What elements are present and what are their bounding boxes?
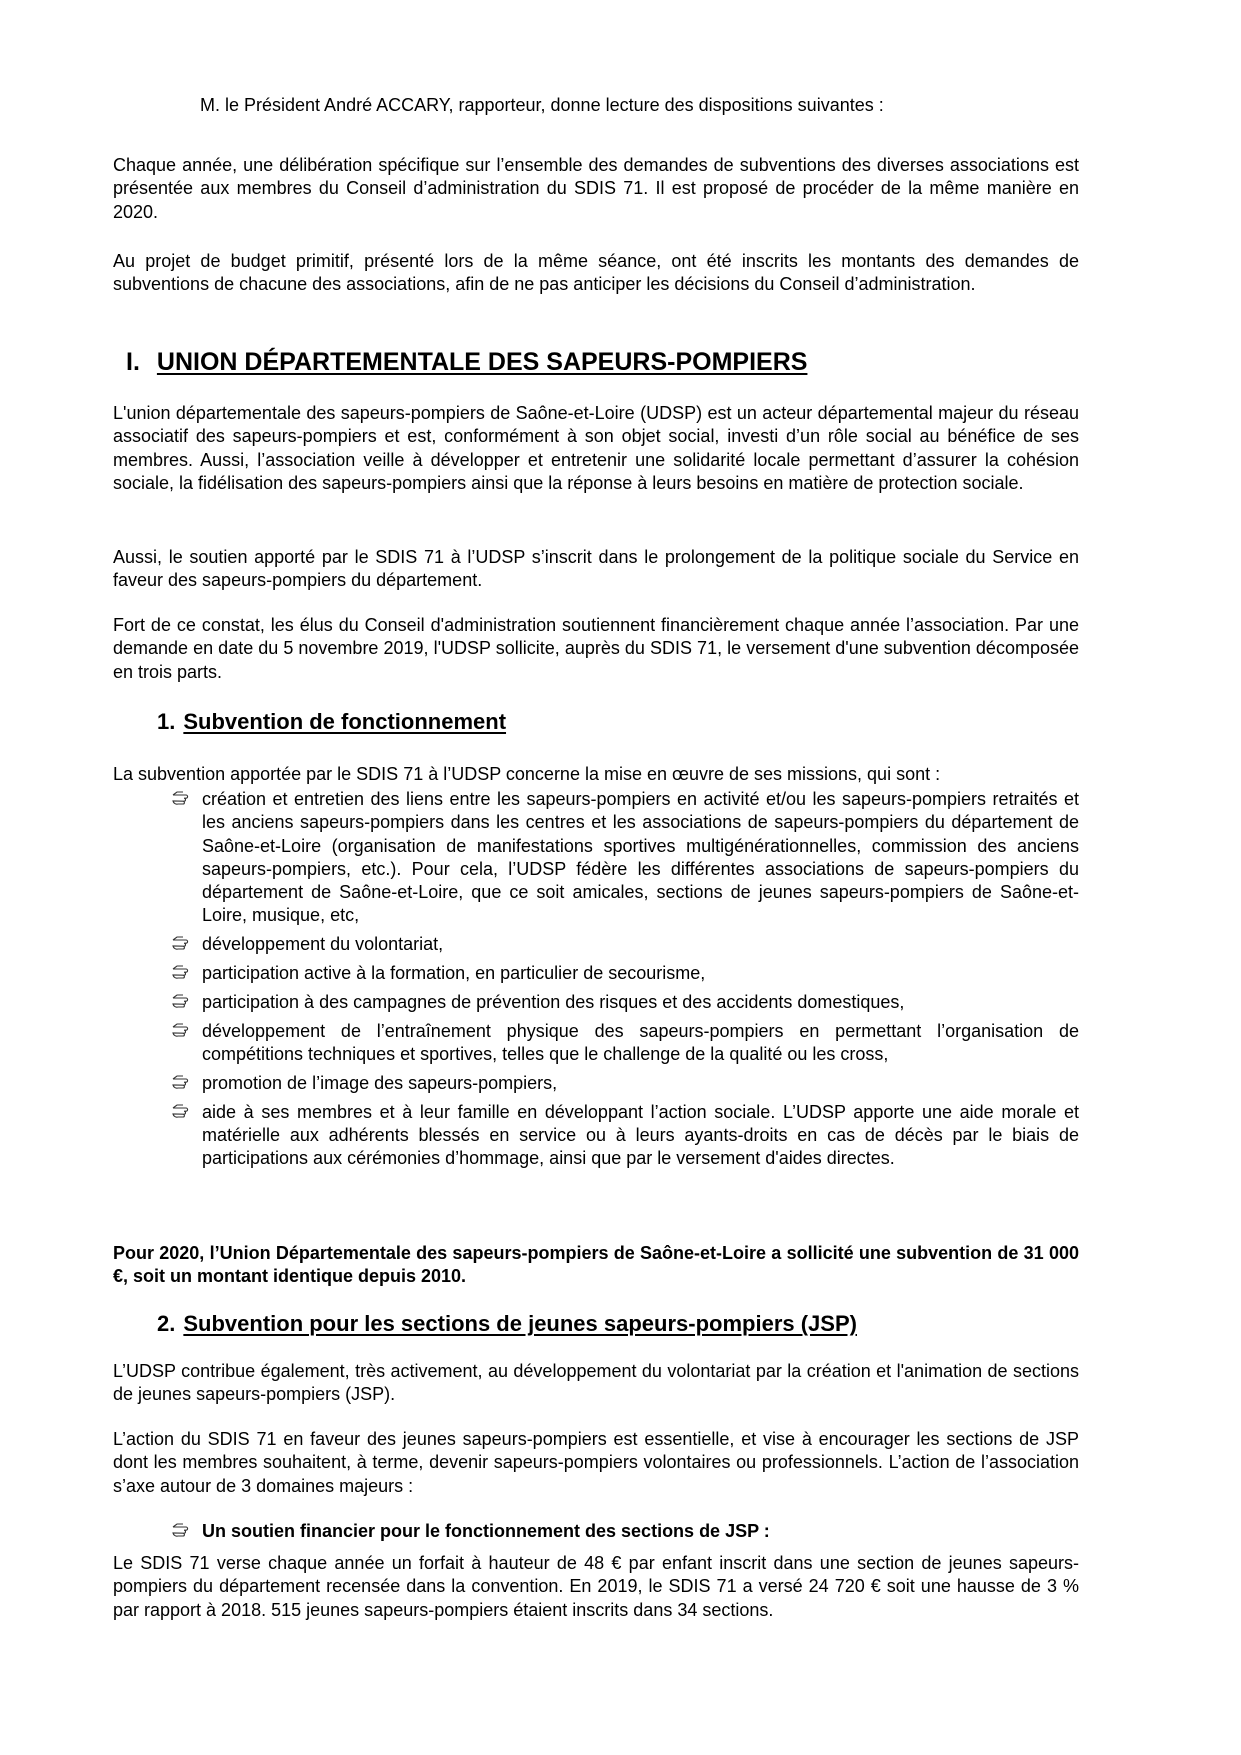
list-item	[172, 1101, 1079, 1171]
list-item	[172, 962, 1079, 985]
section-heading-udsp	[126, 346, 807, 378]
paragraph-udsp-jsp: L’UDSP contribue également, très activement, au développement du volontariat par la création et l'animation de sections de jeunes sapeurs-pompiers (JSP).	[113, 1361, 1079, 1405]
paragraph-annual-deliberation: Chaque année, une délibération spécifique sur l’ensemble des demandes de subventions des diverses associations est présentée aux membres du Conseil d’administration du SDIS 71. Il est proposé de procéder de la même manière en 2020.	[113, 155, 1079, 222]
list-item-text: développement du volontariat,	[202, 934, 444, 955]
pointing-hand-icon	[172, 790, 194, 806]
pointing-hand-icon	[172, 1103, 194, 1119]
pointing-hand-icon	[172, 1522, 194, 1538]
pointing-hand-icon	[172, 1022, 194, 1038]
list-item	[172, 1072, 1079, 1095]
list-item-text: création et entretien des liens entre les sapeurs-pompiers en activité et/ou les sapeurs-pompiers retraités et les anciens sapeurs-pompiers dans les centres et les associations de sapeurs-pompiers du département de Saône-et-Loire (organisation de manifestations sportives multigénérationnelles, commission des anciens sapeurs-pompiers, etc.). Pour cela, l’UDSP fédère les différentes associations de sapeurs-pompiers du département de Saône-et-Loire, que ce soit amicales, sections de jeunes sapeurs-pompiers de Saône-et-Loire, musique, etc,	[202, 789, 1079, 926]
list-item-text: Un soutien financier pour le fonctionnement des sections de JSP :	[202, 1521, 770, 1541]
list-item-text: promotion de l’image des sapeurs-pompiers,	[202, 1072, 558, 1093]
subheading-title: Subvention pour les sections de jeunes sapeurs-pompiers (JSP)	[183, 1311, 857, 1336]
paragraph-missions-intro: La subvention apportée par le SDIS 71 à l’UDSP concerne la mise en œuvre de ses missions, qui sont :	[113, 764, 941, 784]
list-item-text: participation à des campagnes de prévention des risques et des accidents domestiques,	[202, 991, 905, 1012]
pointing-hand-icon	[172, 1074, 194, 1090]
list-item	[172, 991, 1079, 1014]
paragraph-jsp-funding: Le SDIS 71 verse chaque année un forfait à hauteur de 48 € par enfant inscrit dans une section de jeunes sapeurs-pompiers du département recensée dans la convention. En 2019, le SDIS 71 a versé 24 720 € soit une hausse de 3 % par rapport à 2018. 515 jeunes sapeurs-pompiers étaient inscrits dans 34 sections.	[113, 1553, 1079, 1620]
list-item-text: développement de l’entraînement physique des sapeurs-pompiers en permettant l’organisation de compétitions techniques et sportives, telles que le challenge de la qualité ou les cross,	[202, 1020, 1079, 1064]
list-item	[172, 788, 1079, 928]
missions-list	[172, 788, 1079, 1176]
paragraph-budget: Au projet de budget primitif, présenté lors de la même séance, ont été inscrits les montants des demandes de subventions de chacune des associations, afin de ne pas anticiper les décisions du Conseil d’administration.	[113, 251, 1079, 295]
section-number: I.	[126, 348, 140, 376]
paragraph-2020-request: Pour 2020, l’Union Départementale des sapeurs-pompiers de Saône-et-Loire a sollicité une subvention de 31 000 €, soit un montant identique depuis 2010.	[113, 1243, 1079, 1287]
subheading-jsp	[157, 1310, 857, 1338]
subheading-title: Subvention de fonctionnement	[183, 709, 507, 734]
jsp-domains-list	[172, 1520, 1079, 1549]
list-item	[172, 1020, 1079, 1067]
subheading-fonctionnement	[157, 708, 506, 736]
paragraph-sdis-jsp: L’action du SDIS 71 en faveur des jeunes sapeurs-pompiers est essentielle, et vise à encourager les sections de JSP dont les membres souhaitent, à terme, devenir sapeurs-pompiers volontaires ou professionnels. L’action de l’association s’axe autour de 3 domaines majeurs :	[113, 1429, 1079, 1496]
list-item	[172, 1520, 1079, 1543]
paragraph-udsp-role: L'union départementale des sapeurs-pompiers de Saône-et-Loire (UDSP) est un acteur départemental majeur du réseau associatif des sapeurs-pompiers et est, conformément à son objet social, investi d’un rôle social au bénéfice de ses membres. Aussi, l’association veille à développer et entretenir une solidarité locale permettant d’assurer la cohésion sociale, la fidélisation des sapeurs-pompiers ainsi que la réponse à leurs besoins en matière de protection sociale.	[113, 403, 1079, 493]
pointing-hand-icon	[172, 935, 194, 951]
paragraph-request: Fort de ce constat, les élus du Conseil d'administration soutiennent financièrement chaque année l’association. Par une demande en date du 5 novembre 2019, l'UDSP sollicite, auprès du SDIS 71, le versement d'une subvention décomposée en trois parts.	[113, 615, 1079, 682]
intro-line: M. le Président André ACCARY, rapporteur, donne lecture des dispositions suivantes :	[200, 95, 884, 115]
pointing-hand-icon	[172, 993, 194, 1009]
subheading-number: 1.	[157, 709, 176, 734]
list-item-text: participation active à la formation, en particulier de secourisme,	[202, 963, 706, 984]
section-title: UNION DÉPARTEMENTALE DES SAPEURS-POMPIERS	[156, 348, 808, 376]
list-item	[172, 933, 1079, 956]
list-item-text: aide à ses membres et à leur famille en développant l’action sociale. L’UDSP apporte une aide morale et matérielle aux adhérents blessés en service ou à leurs ayants-droits en cas de décès par le biais de participations aux cérémonies d’hommage, ainsi que par le versement d'aides directes.	[202, 1101, 1079, 1169]
paragraph-sdis-support: Aussi, le soutien apporté par le SDIS 71 à l’UDSP s’inscrit dans le prolongement de la politique sociale du Service en faveur des sapeurs-pompiers du département.	[113, 547, 1079, 591]
subheading-number: 2.	[157, 1311, 176, 1336]
pointing-hand-icon	[172, 964, 194, 980]
